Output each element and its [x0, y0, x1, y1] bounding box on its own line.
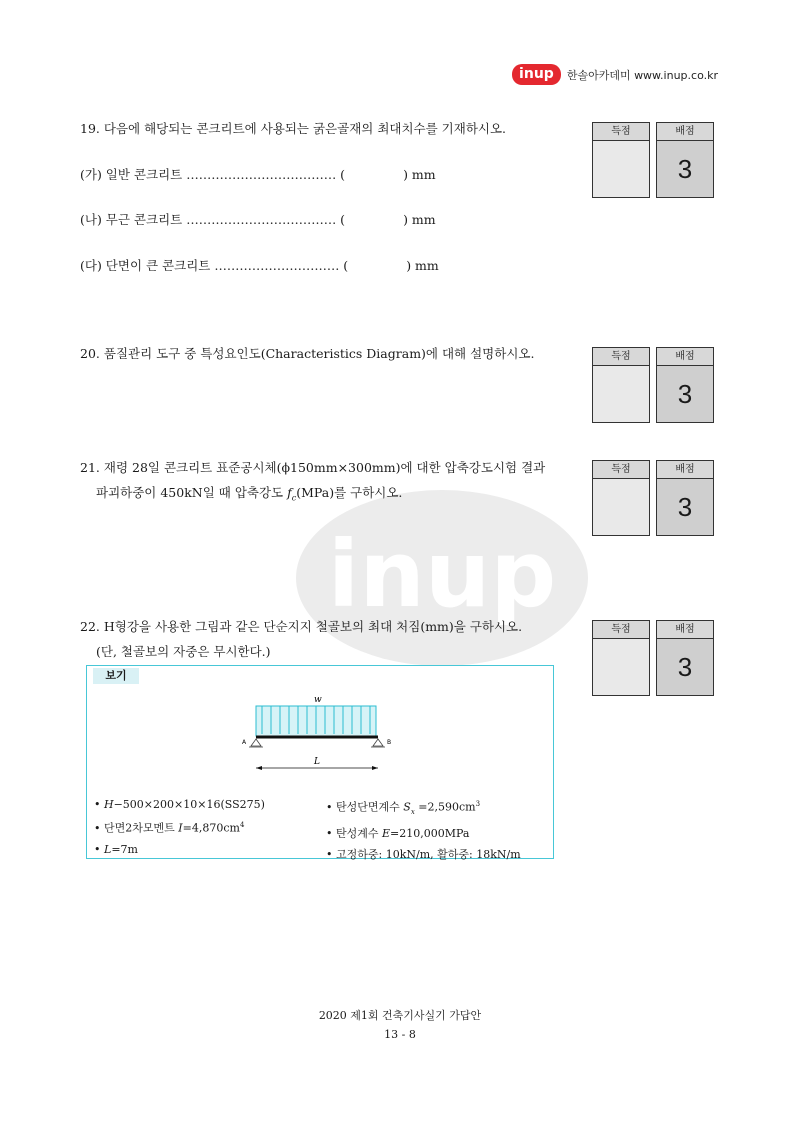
item-unit: ) mm	[403, 167, 436, 182]
left-support-icon	[251, 739, 261, 746]
question-text: 다음에 해당되는 콘크리트에 사용되는 굵은골재의 최대치수를 기재하시오.	[103, 121, 507, 136]
math-sub: c	[291, 493, 297, 503]
allotted-value: 3	[656, 366, 714, 423]
obtained-field[interactable]	[592, 479, 650, 536]
question-text: 품질관리 도구 중 특성요인도(Characteristics Diagram)에 대해 설명하시오.	[103, 346, 535, 361]
question-number: 21.	[80, 460, 100, 475]
score-box-21	[592, 460, 714, 536]
allotted-header: 배점	[656, 620, 714, 639]
answer-item-c	[80, 256, 439, 274]
obtained-header: 득점	[592, 347, 650, 366]
allotted-header: 배점	[656, 460, 714, 479]
obtained-header: 득점	[592, 460, 650, 479]
span-label: L	[314, 757, 320, 767]
item-label: (나) 무근 콘크리트 ……………………………… (	[80, 212, 346, 227]
question-text-cont: 파괴하중이 450kN일 때 압축강도	[96, 485, 288, 500]
example-label: 보기	[93, 668, 139, 684]
right-support-label: B	[387, 739, 392, 746]
beam-diagram	[230, 690, 410, 776]
allotted-header: 배점	[656, 122, 714, 141]
question-22	[80, 614, 580, 664]
question-text-end: (MPa)를 구하시오.	[296, 485, 403, 500]
item-unit: ) mm	[406, 258, 439, 273]
question-21	[80, 455, 580, 511]
score-box-22	[592, 620, 714, 696]
score-box-19	[592, 122, 714, 198]
score-box-20	[592, 347, 714, 423]
question-number: 20.	[80, 346, 100, 361]
obtained-field[interactable]	[592, 639, 650, 696]
obtained-header: 득점	[592, 122, 650, 141]
right-support-icon	[373, 739, 383, 746]
list-item: • L=7m	[94, 839, 324, 860]
item-label: (다) 단면이 큰 콘크리트 ………………………… (	[80, 258, 349, 273]
footer-title: 2020 제1회 건축기사실기 가답안	[318, 1009, 482, 1022]
question-text: 재령 28일 콘크리트 표준공시체(ϕ150mm×300mm)에 대한 압축강도시험 결과	[103, 460, 546, 475]
question-note: (단, 철골보의 자중은 무시한다.)	[96, 644, 271, 659]
list-item: • 고정하중: 10kN/m, 활하중: 18kN/m	[326, 844, 546, 865]
example-right-list	[326, 794, 546, 865]
list-item: • 탄성단면계수 $S_x =2,590cm^3$	[326, 794, 546, 823]
watermark-text: inup	[327, 521, 557, 628]
list-item: • 단면2차모멘트 $I=4,870cm^4$	[94, 815, 324, 839]
question-20	[80, 341, 580, 366]
page-number: 13 - 8	[384, 1028, 416, 1041]
example-left-list	[94, 794, 324, 860]
item-unit: ) mm	[403, 212, 436, 227]
allotted-header: 배점	[656, 347, 714, 366]
allotted-value: 3	[656, 141, 714, 198]
obtained-header: 득점	[592, 620, 650, 639]
obtained-field[interactable]	[592, 141, 650, 198]
question-number: 22.	[80, 619, 100, 634]
question-19	[80, 116, 580, 141]
allotted-value: 3	[656, 639, 714, 696]
item-label: (가) 일반 콘크리트 ……………………………… (	[80, 167, 346, 182]
obtained-field[interactable]	[592, 366, 650, 423]
list-item: • 탄성계수 E=210,000MPa	[326, 823, 546, 844]
question-text: H형강을 사용한 그림과 같은 단순지지 철골보의 최대 처짐(mm)을 구하시오.	[103, 619, 523, 634]
brand-header	[512, 64, 718, 85]
question-number: 19.	[80, 121, 100, 136]
load-label: w	[314, 695, 322, 705]
answer-item-a	[80, 165, 436, 183]
list-item: • H−500×200×10×16(SS275)	[94, 794, 324, 815]
brand-text: 한솔아카데미 www.inup.co.kr	[566, 68, 718, 82]
left-support-label: A	[242, 739, 247, 746]
allotted-value: 3	[656, 479, 714, 536]
math-var: f	[287, 485, 292, 500]
answer-item-b	[80, 210, 436, 228]
inup-logo: inup	[512, 64, 561, 85]
